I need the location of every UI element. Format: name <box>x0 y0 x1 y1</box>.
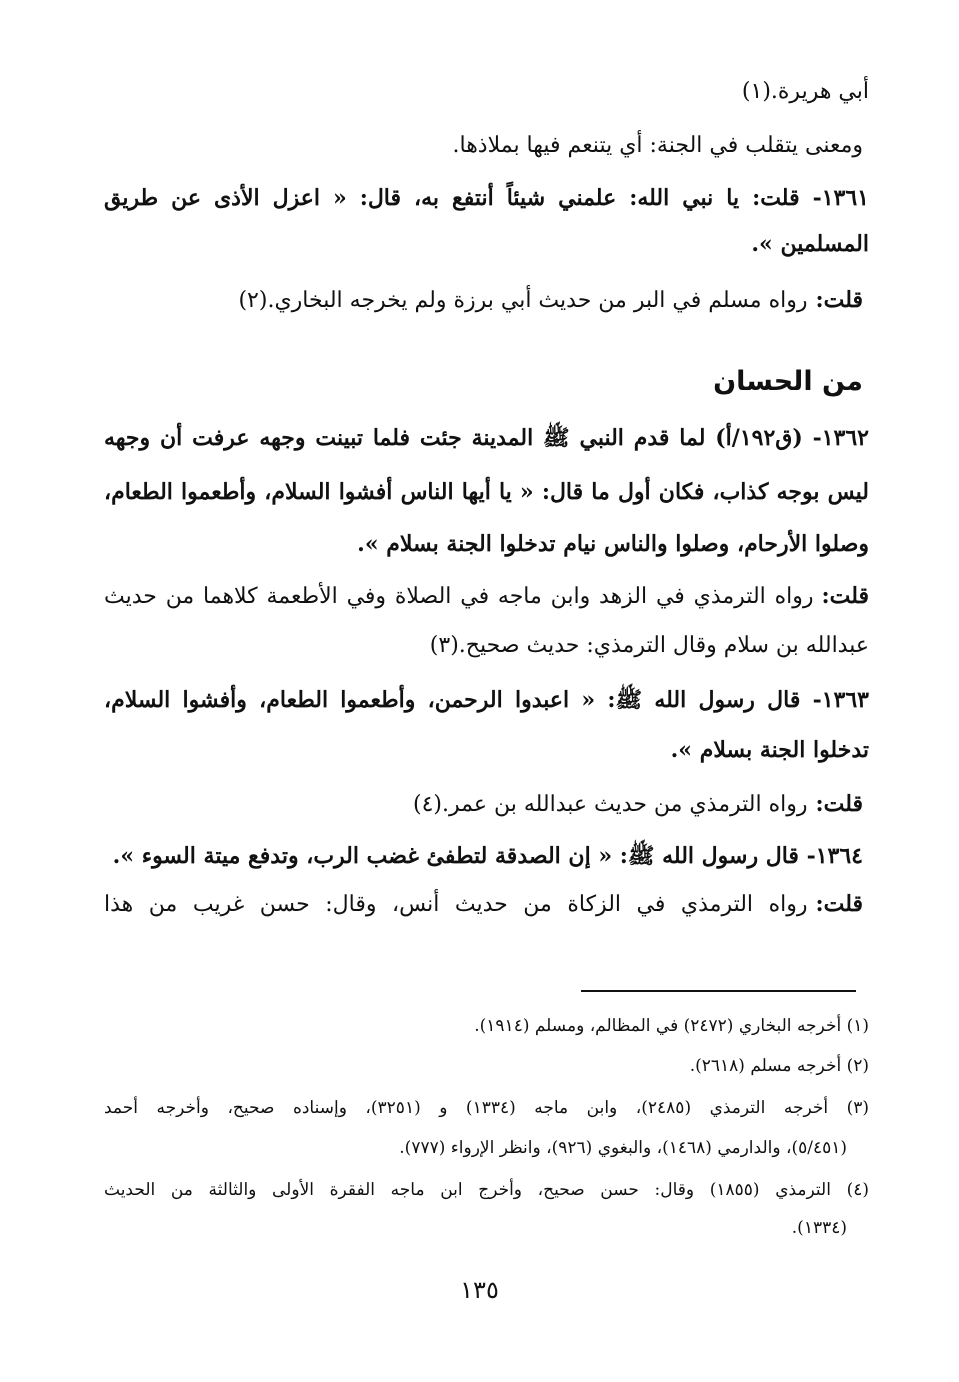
commentary-text: رواه الترمذي في الزكاة من حديث أنس، وقال: حسن غريب من هذا <box>104 892 808 917</box>
qultu-label: قلت: <box>821 583 869 609</box>
commentary-1364 <box>104 886 863 926</box>
hadith-1361-line-2: المسلمين ». <box>751 231 869 257</box>
body-line-1: أبي هريرة.(١) <box>741 79 869 104</box>
hadith-1364: ١٣٦٤- قال رسول الله ﷺ: « إن الصدقة لتطفئ غضب الرب، وتدفع ميتة السوء ». <box>112 843 863 869</box>
hadith-1362-line-1: ١٣٦٢- (ق١٩٢/أ) لما قدم النبي ﷺ المدينة جئت فلما تبينت وجهه عرفت أن وجهه <box>104 425 869 451</box>
footnote-2: (٢) أخرجه مسلم (٢٦١٨). <box>689 1056 869 1076</box>
footnote-4-line-2: (١٣٣٤). <box>791 1218 847 1238</box>
commentary-1361 <box>104 282 863 322</box>
section-heading: من الحسان <box>713 366 863 397</box>
commentary-1362-line-2: عبدالله بن سلام وقال الترمذي: حديث صحيح.(٣) <box>429 633 869 658</box>
commentary-1363 <box>104 786 863 826</box>
footnote-3-line-2: (٥/٤٥١)، والدارمي (١٤٦٨)، والبغوي (٩٢٦)، وانظر الإرواء (٧٧٧). <box>399 1138 847 1158</box>
body-line-2: ومعنى يتقلب في الجنة: أي يتنعم فيها بملاذها. <box>452 133 863 158</box>
commentary-text: رواه الترمذي في الزهد وابن ماجه في الصلاة وفي الأطعمة كلاهما من حديث <box>104 584 814 609</box>
footnote-4-line-1: (٤) الترمذي (١٨٥٥) وقال: حسن صحيح، وأخرج ابن ماجه الفقرة الأولى والثالثة من الحديث <box>104 1180 869 1200</box>
footnote-separator <box>581 990 856 992</box>
hadith-1362-line-2: ليس بوجه كذاب، فكان أول ما قال: « يا أيها الناس أفشوا السلام، وأطعموا الطعام، <box>104 479 869 505</box>
page-number: ١٣٥ <box>460 1276 499 1304</box>
hadith-1363-line-1: ١٣٦٣- قال رسول الله ﷺ: « اعبدوا الرحمن، وأطعموا الطعام، وأفشوا السلام، <box>104 687 869 713</box>
footnote-1: (١) أخرجه البخاري (٢٤٧٢) في المظالم، ومسلم (١٩١٤). <box>474 1016 869 1036</box>
commentary-text: رواه الترمذي من حديث عبدالله بن عمر.(٤) <box>413 792 808 817</box>
hadith-1363-line-2: تدخلوا الجنة بسلام ». <box>670 737 869 763</box>
hadith-1361-line-1: ١٣٦١- قلت: يا نبي الله: علمني شيئاً أنتفع به، قال: « اعزل الأذى عن طريق <box>104 185 869 211</box>
commentary-1362-line-1 <box>104 578 869 618</box>
footnote-3-line-1: (٣) أخرجه الترمذي (٢٤٨٥)، وابن ماجه (١٣٣٤) و (٣٢٥١)، وإسناده صحيح، وأخرجه أحمد <box>104 1098 869 1118</box>
commentary-text: رواه مسلم في البر من حديث أبي برزة ولم يخرجه البخاري.(٢) <box>238 288 808 313</box>
qultu-label: قلت: <box>815 791 863 817</box>
qultu-label: قلت: <box>815 287 863 313</box>
hadith-1362-line-3: وصلوا الأرحام، وصلوا والناس نيام تدخلوا الجنة بسلام ». <box>357 531 869 557</box>
qultu-label: قلت: <box>815 891 863 917</box>
